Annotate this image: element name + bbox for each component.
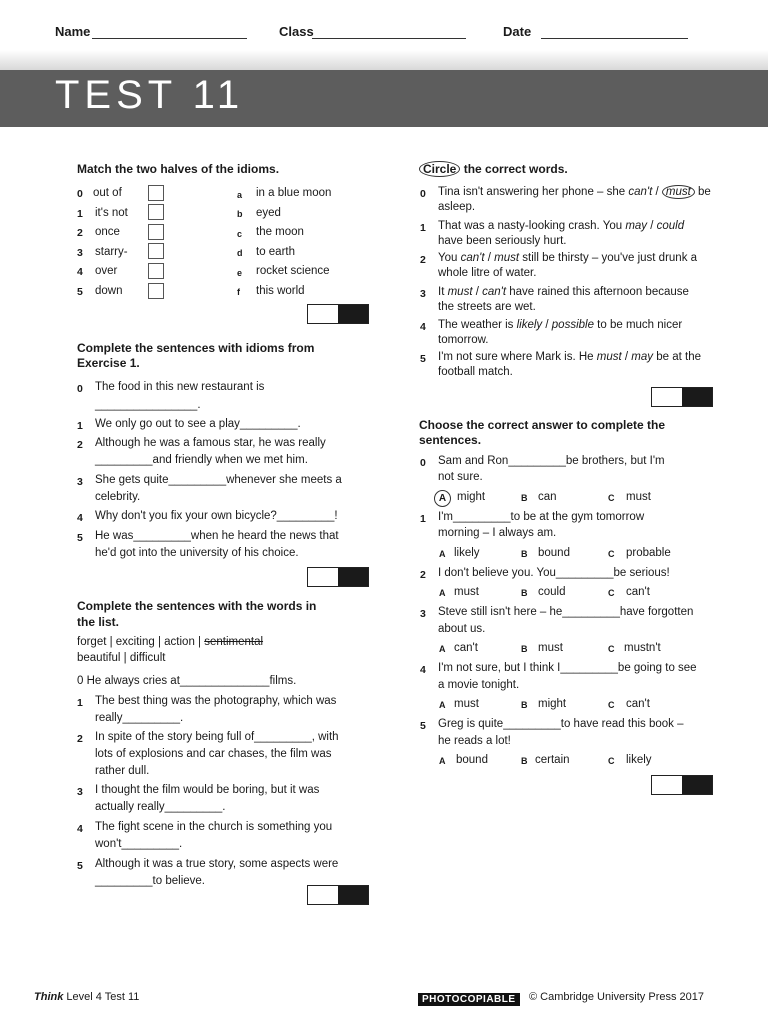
ex4-num: 2 bbox=[420, 254, 426, 266]
ex2-line: ________________. bbox=[95, 399, 201, 411]
ex4-line: tomorrow. bbox=[438, 334, 489, 346]
ex5-line: a movie tonight. bbox=[438, 679, 520, 691]
ex3-line: actually really_________. bbox=[95, 801, 226, 813]
ex4-sep: / bbox=[652, 186, 662, 198]
ex5-num: 4 bbox=[420, 664, 426, 676]
footer-book-title: Think bbox=[34, 991, 64, 1003]
ex2-line: Why don't you fix your own bicycle?_________! bbox=[95, 510, 338, 522]
ex1-score-box[interactable] bbox=[307, 304, 369, 324]
name-label: Name bbox=[55, 24, 91, 39]
ex4-text: It bbox=[438, 286, 448, 298]
ex4-text: You bbox=[438, 252, 461, 264]
ex4-line: football match. bbox=[438, 366, 513, 378]
ex1-answer-box-0[interactable] bbox=[148, 185, 164, 201]
ex5-option-b[interactable]: could bbox=[538, 586, 566, 598]
ex5-option-c[interactable]: mustn't bbox=[624, 642, 661, 654]
ex4-num: 3 bbox=[420, 288, 426, 300]
ex2-num: 3 bbox=[77, 476, 83, 488]
ex4-title-circle: Circle bbox=[419, 161, 460, 177]
ex5-line: I don't believe you. You_________be serious! bbox=[438, 567, 670, 579]
ex1-right-item: this world bbox=[256, 285, 305, 297]
ex1-left-item: out of bbox=[93, 187, 122, 199]
ex5-option-a[interactable]: can't bbox=[454, 642, 478, 654]
ex4-line bbox=[438, 349, 701, 365]
ex4-text: I'm not sure where Mark is. He bbox=[438, 351, 597, 363]
ex1-num: 0 bbox=[77, 188, 83, 200]
ex3-example: 0 He always cries at______________films. bbox=[77, 675, 297, 687]
ex4-option[interactable]: can't bbox=[482, 286, 507, 298]
ex5-option-a-circled[interactable] bbox=[434, 488, 451, 507]
ex5-option-c[interactable]: must bbox=[626, 491, 651, 503]
ex1-left-item: down bbox=[95, 285, 123, 297]
ex5-line: Greg is quite_________to have read this book – bbox=[438, 718, 684, 730]
ex2-title-line1: Complete the sentences with idioms from bbox=[77, 341, 315, 355]
ex1-num: 3 bbox=[77, 247, 83, 259]
ex1-left-item: once bbox=[95, 226, 120, 238]
ex4-text: The weather is bbox=[438, 319, 517, 331]
ex5-line: not sure. bbox=[438, 471, 483, 483]
ex5-line: Sam and Ron_________be brothers, but I'm bbox=[438, 455, 665, 467]
ex5-letter: A bbox=[439, 756, 446, 766]
footer-level: Level 4 Test 11 bbox=[63, 991, 140, 1003]
ex4-text: still be thirsty – you've just drunk a bbox=[519, 252, 698, 264]
ex4-sep: / bbox=[647, 220, 657, 232]
ex1-num: 2 bbox=[77, 227, 83, 239]
ex5-title-line1: Choose the correct answer to complete the bbox=[419, 418, 666, 432]
ex3-line: lots of explosions and car chases, the film was bbox=[95, 748, 332, 760]
ex5-letter: B bbox=[521, 644, 528, 654]
ex1-num: 4 bbox=[77, 266, 83, 278]
ex4-option[interactable]: could bbox=[656, 220, 685, 232]
ex5-option-b[interactable]: bound bbox=[538, 547, 570, 559]
ex4-line: asleep. bbox=[438, 201, 476, 213]
ex1-right-item: to earth bbox=[256, 246, 295, 258]
ex5-letter: B bbox=[521, 588, 528, 598]
name-field[interactable] bbox=[92, 38, 247, 39]
ex1-letter: b bbox=[237, 209, 243, 219]
ex2-num: 5 bbox=[77, 532, 83, 544]
ex1-answer-box-3[interactable] bbox=[148, 243, 164, 259]
ex1-answer-box-5[interactable] bbox=[148, 283, 164, 299]
ex3-words: forget | exciting | action | bbox=[77, 636, 205, 648]
ex5-letter: B bbox=[521, 493, 528, 503]
ex1-right-item: in a blue moon bbox=[256, 187, 332, 199]
ex1-answer-box-4[interactable] bbox=[148, 263, 164, 279]
ex3-line: _________to believe. bbox=[95, 875, 205, 887]
ex4-option[interactable]: may bbox=[631, 351, 654, 363]
ex1-letter: f bbox=[237, 287, 240, 297]
ex4-text: Tina isn't answering her phone – she bbox=[438, 186, 629, 198]
ex5-option-a[interactable]: might bbox=[457, 491, 486, 503]
ex4-line bbox=[438, 184, 711, 200]
ex4-option[interactable]: possible bbox=[551, 319, 594, 331]
ex3-struck-word: sentimental bbox=[204, 636, 264, 648]
ex2-title-line2: Exercise 1. bbox=[77, 356, 140, 370]
ex5-letter: C bbox=[608, 588, 615, 598]
ex3-line: rather dull. bbox=[95, 765, 150, 777]
ex3-line: I thought the film would be boring, but it was bbox=[95, 784, 320, 796]
ex5-letter: B bbox=[521, 756, 528, 766]
ex4-option[interactable]: must bbox=[596, 351, 622, 363]
ex5-letter: A bbox=[439, 588, 446, 598]
ex4-option[interactable]: may bbox=[625, 220, 648, 232]
ex5-score-box[interactable] bbox=[651, 775, 713, 795]
ex5-letter: B bbox=[521, 700, 528, 710]
ex4-option[interactable]: can't bbox=[460, 252, 485, 264]
date-label: Date bbox=[503, 24, 532, 39]
ex4-text: That was a nasty-looking crash. You bbox=[438, 220, 626, 232]
ex3-title-line2: the list. bbox=[77, 615, 120, 629]
ex3-num: 5 bbox=[77, 860, 83, 872]
ex4-score-box[interactable] bbox=[651, 387, 713, 407]
ex5-option-a[interactable]: bound bbox=[456, 754, 488, 766]
class-field[interactable] bbox=[312, 38, 466, 39]
ex5-num: 5 bbox=[420, 720, 426, 732]
ex5-option-c[interactable]: can't bbox=[626, 698, 650, 710]
ex5-line: I'm not sure, but I think I_________be going to see bbox=[438, 662, 697, 674]
ex4-option[interactable]: must bbox=[494, 252, 520, 264]
ex5-option-b[interactable]: can bbox=[538, 491, 557, 503]
ex5-option-b[interactable]: certain bbox=[535, 754, 570, 766]
ex4-option[interactable]: must bbox=[447, 286, 473, 298]
ex1-right-item: the moon bbox=[256, 226, 304, 238]
page-title: TEST 11 bbox=[55, 73, 245, 117]
footer-copyright: © Cambridge University Press 2017 bbox=[529, 991, 705, 1003]
ex2-line: Although he was a famous star, he was really bbox=[95, 437, 326, 449]
ex5-option-c[interactable]: can't bbox=[626, 586, 650, 598]
ex4-num: 5 bbox=[420, 353, 426, 365]
ex2-score-box[interactable] bbox=[307, 567, 369, 587]
ex5-letter: C bbox=[608, 756, 615, 766]
ex5-option-a[interactable]: likely bbox=[454, 547, 480, 559]
ex5-line: Steve still isn't here – he_________have forgotten bbox=[438, 606, 694, 618]
ex5-option-b[interactable]: must bbox=[538, 642, 563, 654]
ex2-line: She gets quite_________whenever she meets a bbox=[95, 474, 342, 486]
ex4-sep: / bbox=[621, 351, 632, 363]
ex1-num: 1 bbox=[77, 208, 83, 220]
ex3-word-list bbox=[77, 634, 263, 650]
ex1-answer-box-2[interactable] bbox=[148, 224, 164, 240]
ex5-letter: B bbox=[521, 549, 528, 559]
title-band-shadow bbox=[0, 50, 768, 72]
ex5-letter: A bbox=[439, 644, 446, 654]
ex4-sep: / bbox=[542, 319, 552, 331]
ex5-option-a[interactable]: must bbox=[454, 698, 479, 710]
ex5-letter: C bbox=[608, 493, 615, 503]
ex4-line bbox=[438, 250, 697, 266]
ex3-num: 3 bbox=[77, 786, 83, 798]
ex2-line: We only go out to see a play_________. bbox=[95, 418, 301, 430]
ex1-title: Match the two halves of the idioms. bbox=[77, 162, 280, 176]
ex2-line: The food in this new restaurant is bbox=[95, 381, 265, 393]
ex1-left-item: starry- bbox=[95, 246, 128, 258]
ex1-right-item: eyed bbox=[256, 207, 281, 219]
ex5-num: 0 bbox=[420, 457, 426, 469]
ex1-letter: c bbox=[237, 229, 243, 239]
ex4-option[interactable]: likely bbox=[516, 319, 543, 331]
ex5-letter: A bbox=[439, 549, 446, 559]
ex2-num: 2 bbox=[77, 439, 83, 451]
ex4-option[interactable]: can't bbox=[628, 186, 653, 198]
ex5-title-line2: sentences. bbox=[419, 433, 482, 447]
ex5-num: 3 bbox=[420, 608, 426, 620]
ex2-line: he'd got into the university of his choice. bbox=[95, 547, 299, 559]
ex2-num: 4 bbox=[77, 512, 83, 524]
ex5-option-c[interactable]: likely bbox=[626, 754, 652, 766]
ex4-text: be at the bbox=[653, 351, 701, 363]
ex5-line: I'm_________to be at the gym tomorrow bbox=[438, 511, 645, 523]
ex1-letter: d bbox=[237, 248, 243, 258]
ex5-letter: C bbox=[608, 644, 615, 654]
ex3-line: really_________. bbox=[95, 712, 184, 724]
ex1-left-item: over bbox=[95, 265, 118, 277]
ex3-line: won't_________. bbox=[95, 838, 183, 850]
ex4-line: the streets are wet. bbox=[438, 301, 536, 313]
ex1-letter: a bbox=[237, 190, 243, 200]
footer-book bbox=[34, 991, 139, 1003]
ex4-text: to be much nicer bbox=[593, 319, 683, 331]
ex5-option-a[interactable]: must bbox=[454, 586, 479, 598]
ex3-line: The best thing was the photography, which was bbox=[95, 695, 337, 707]
ex4-num: 0 bbox=[420, 188, 426, 200]
ex1-left-item: it's not bbox=[95, 207, 128, 219]
ex4-text: be bbox=[694, 186, 711, 198]
ex4-text: have rained this afternoon because bbox=[506, 286, 689, 298]
ex4-line bbox=[438, 317, 682, 333]
ex5-line: morning – I always am. bbox=[438, 527, 557, 539]
ex1-right-item: rocket science bbox=[256, 265, 330, 277]
ex2-line: celebrity. bbox=[95, 491, 141, 503]
ex5-option-b[interactable]: might bbox=[538, 698, 567, 710]
ex3-word-list-2: beautiful | difficult bbox=[77, 652, 166, 664]
class-label: Class bbox=[279, 24, 314, 39]
ex4-line bbox=[438, 218, 684, 234]
ex5-letter: C bbox=[608, 700, 615, 710]
ex4-title-rest: the correct words. bbox=[460, 162, 568, 176]
ex3-num: 1 bbox=[77, 697, 83, 709]
ex4-option-circled[interactable]: must bbox=[662, 185, 695, 199]
ex5-letter: C bbox=[608, 549, 615, 559]
ex4-line bbox=[438, 284, 689, 300]
ex4-sep: / bbox=[484, 252, 495, 264]
ex3-num: 2 bbox=[77, 733, 83, 745]
ex3-num: 4 bbox=[77, 823, 83, 835]
ex4-num: 4 bbox=[420, 321, 426, 333]
ex5-num: 2 bbox=[420, 569, 426, 581]
ex3-line: In spite of the story being full of_________, with bbox=[95, 731, 339, 743]
ex2-line: _________and friendly when we met him. bbox=[95, 454, 308, 466]
ex2-num: 0 bbox=[77, 383, 83, 395]
photocopiable-badge: PHOTOCOPIABLE bbox=[418, 993, 520, 1006]
ex1-answer-box-1[interactable] bbox=[148, 204, 164, 220]
ex2-line: He was_________when he heard the news that bbox=[95, 530, 339, 542]
ex5-option-c[interactable]: probable bbox=[626, 547, 671, 559]
ex4-line: whole litre of water. bbox=[438, 267, 537, 279]
ex5-line: he reads a lot! bbox=[438, 735, 511, 747]
ex4-line: have been seriously hurt. bbox=[438, 235, 567, 247]
ex5-letter: A bbox=[439, 700, 446, 710]
date-field[interactable] bbox=[541, 38, 688, 39]
ex3-line: The fight scene in the church is something you bbox=[95, 821, 333, 833]
ex5-num: 1 bbox=[420, 513, 426, 525]
ex2-num: 1 bbox=[77, 420, 83, 432]
ex4-sep: / bbox=[472, 286, 483, 298]
ex3-title-line1: Complete the sentences with the words in bbox=[77, 599, 317, 613]
ex1-letter: e bbox=[237, 268, 243, 278]
ex3-score-box[interactable] bbox=[307, 885, 369, 905]
ex5-line: about us. bbox=[438, 623, 486, 635]
ex3-line: Although it was a true story, some aspects were bbox=[95, 858, 339, 870]
ex5-letter: A bbox=[434, 490, 451, 507]
ex4-title bbox=[419, 162, 568, 177]
ex4-num: 1 bbox=[420, 222, 426, 234]
ex1-num: 5 bbox=[77, 286, 83, 298]
